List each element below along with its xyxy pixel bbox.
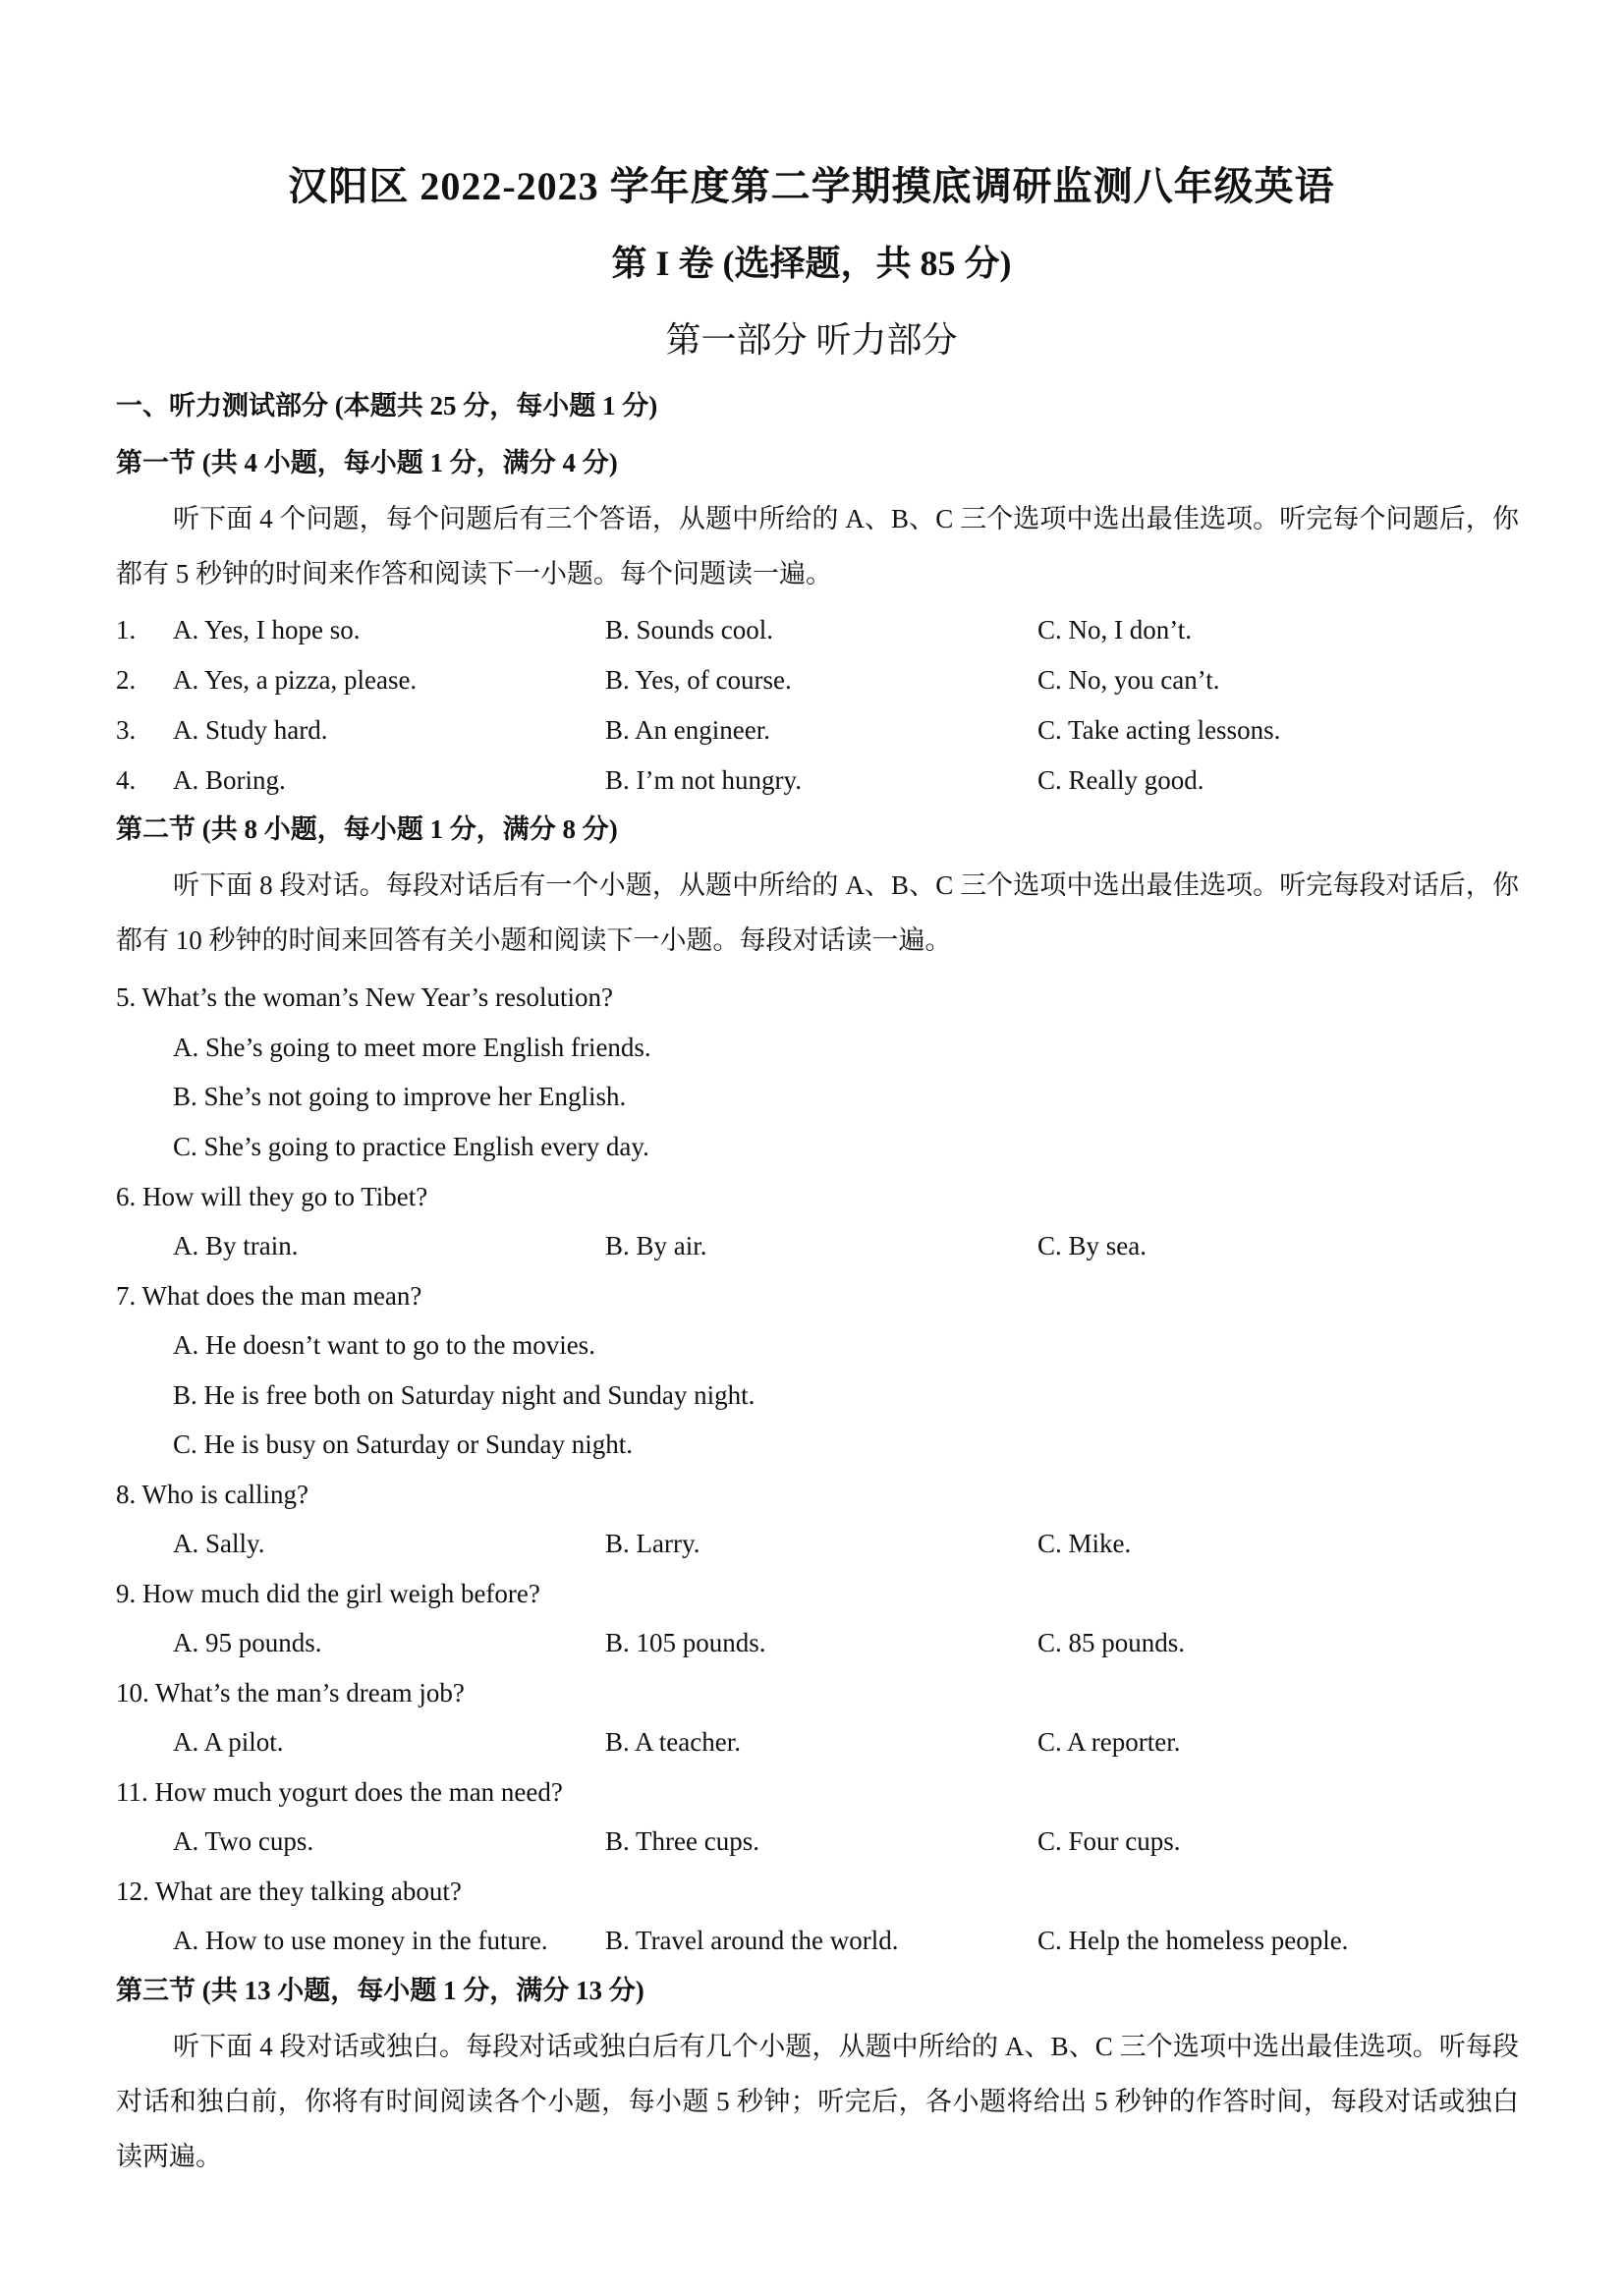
option-c: C. By sea. xyxy=(1037,1231,1147,1260)
option-b: B. Yes, of course. xyxy=(605,665,792,695)
option-c: C. Mike. xyxy=(1037,1529,1132,1558)
question-9: 9. How much did the girl weigh before? xyxy=(116,1579,540,1608)
part-title: 第一部分 听力部分 xyxy=(665,320,958,360)
option-a: A. She’s going to meet more English friends. xyxy=(173,1033,651,1062)
option-b: B. She’s not going to improve her English. xyxy=(173,1082,627,1111)
question-11: 11. How much yogurt does the man need? xyxy=(116,1777,563,1807)
exam-title: 汉阳区 2022-2023 学年度第二学期摸底调研监测八年级英语 xyxy=(288,164,1335,208)
section2-heading: 第二节 (共 8 小题，每小题 1 分，满分 8 分) xyxy=(116,814,618,844)
option-a: A. By train. xyxy=(173,1231,299,1260)
option-b: B. Larry. xyxy=(605,1529,700,1558)
question-8: 8. Who is calling? xyxy=(116,1480,308,1509)
question-5: 5. What’s the woman’s New Year’s resolution? xyxy=(116,982,613,1012)
question-number: 1. xyxy=(116,615,137,644)
section1-heading: 第一节 (共 4 小题，每小题 1 分，满分 4 分) xyxy=(116,448,618,477)
section-main-heading: 一、听力测试部分 (本题共 25 分，每小题 1 分) xyxy=(116,391,658,420)
option-b: B. A teacher. xyxy=(605,1727,741,1757)
option-c: C. She’s going to practice English every day. xyxy=(173,1132,649,1161)
option-c: C. Help the homeless people. xyxy=(1037,1926,1349,1955)
option-b: B. I’m not hungry. xyxy=(605,765,802,795)
option-b: B. Sounds cool. xyxy=(605,615,774,644)
option-b: B. He is free both on Saturday night and Sunday night. xyxy=(173,1380,756,1410)
question-6: 6. How will they go to Tibet? xyxy=(116,1182,428,1211)
option-c: C. Take acting lessons. xyxy=(1037,715,1281,745)
option-a: A. Two cups. xyxy=(173,1826,314,1856)
section3-heading: 第三节 (共 13 小题，每小题 1 分，满分 13 分) xyxy=(116,1976,644,2005)
question-10: 10. What’s the man’s dream job? xyxy=(116,1678,465,1708)
question-number: 2. xyxy=(116,665,137,695)
option-a: A. 95 pounds. xyxy=(173,1628,322,1657)
section2-instruction: 听下面 8 段对话。每段对话后有一个小题，从题中所给的 A、B、C 三个选项中选出最佳选项。听完每段对话后，你都有 10 秒钟的时间来回答有关小题和阅读下一小题。每段对话读一遍。 xyxy=(116,870,1519,955)
question-12: 12. What are they talking about? xyxy=(116,1876,462,1906)
option-b: B. Three cups. xyxy=(605,1826,759,1856)
option-a: A. Yes, I hope so. xyxy=(173,615,361,644)
question-number: 4. xyxy=(116,765,137,795)
option-c: C. No, I don’t. xyxy=(1037,615,1193,644)
option-c: C. A reporter. xyxy=(1037,1727,1181,1757)
option-a: A. Yes, a pizza, please. xyxy=(173,665,418,695)
option-a: A. A pilot. xyxy=(173,1727,284,1757)
option-c: C. 85 pounds. xyxy=(1037,1628,1186,1657)
option-c: C. He is busy on Saturday or Sunday night. xyxy=(173,1429,633,1459)
option-b: B. 105 pounds. xyxy=(605,1628,766,1657)
volume-title: 第 I 卷 (选择题，共 85 分) xyxy=(611,244,1012,283)
option-a: A. He doesn’t want to go to the movies. xyxy=(173,1330,595,1360)
option-c: C. No, you can’t. xyxy=(1037,665,1220,695)
option-a: A. How to use money in the future. xyxy=(173,1926,548,1955)
question-7: 7. What does the man mean? xyxy=(116,1281,422,1311)
option-b: B. An engineer. xyxy=(605,715,770,745)
option-c: C. Four cups. xyxy=(1037,1826,1181,1856)
option-a: A. Sally. xyxy=(173,1529,265,1558)
section3-instruction: 听下面 4 段对话或独白。每段对话或独白后有几个小题，从题中所给的 A、B、C 三个选项中选出最佳选项。听每段对话和独白前，你将有时间阅读各个小题，每小题 5 秒钟；听完后，各小题将给出 5 秒钟的作答时间，每段对话或独白读两遍。 xyxy=(116,2032,1519,2171)
option-a: A. Study hard. xyxy=(173,715,328,745)
option-a: A. Boring. xyxy=(173,765,286,795)
option-b: B. Travel around the world. xyxy=(605,1926,899,1955)
question-number: 3. xyxy=(116,715,137,745)
option-c: C. Really good. xyxy=(1037,765,1204,795)
section1-instruction: 听下面 4 个问题，每个问题后有三个答语，从题中所给的 A、B、C 三个选项中选出最佳选项。听完每个问题后，你都有 5 秒钟的时间来作答和阅读下一小题。每个问题读一遍。 xyxy=(116,504,1519,588)
option-b: B. By air. xyxy=(605,1231,707,1260)
